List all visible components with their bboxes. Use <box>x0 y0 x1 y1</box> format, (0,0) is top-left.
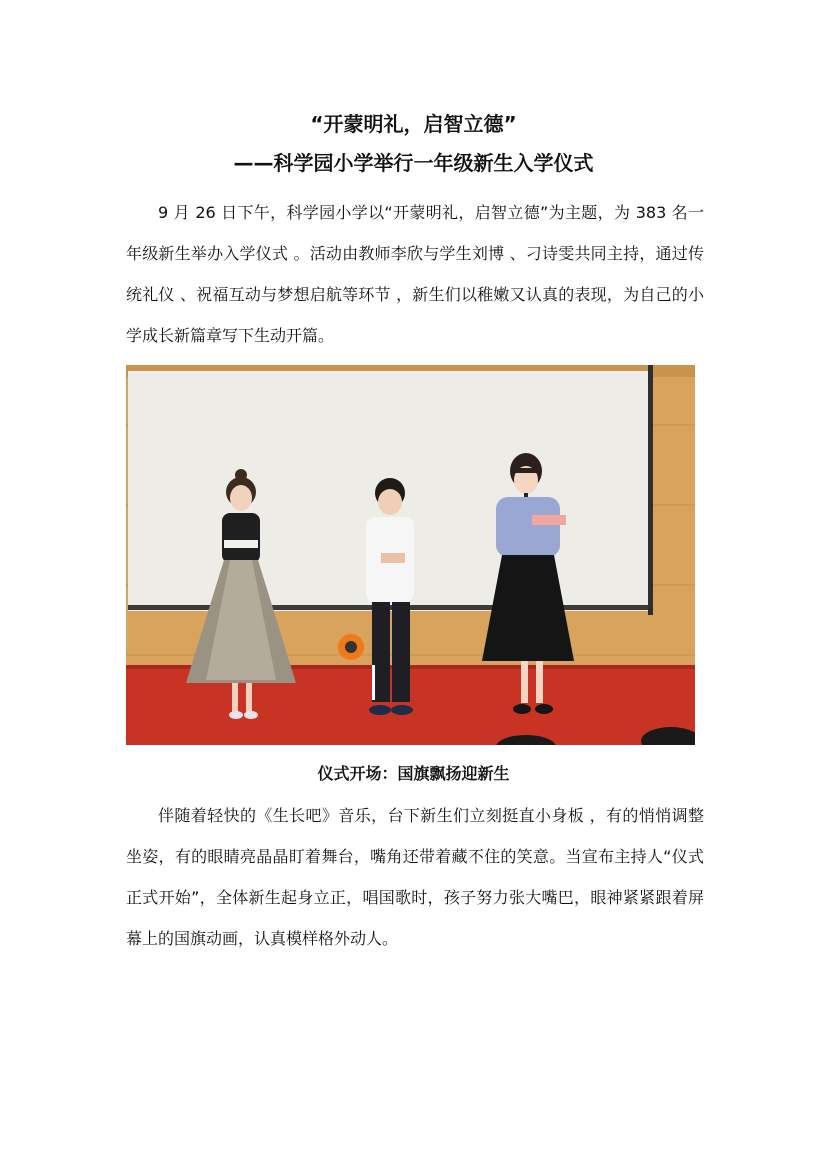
intro-paragraph: 9 月 26 日下午，科学园小学以“开蒙明礼，启智立德”为主题，为 383 名一年级新生举办入学仪式 。活动由教师李欣与学生刘博 、刁诗雯共同主持，通过传统礼仪 、祝福互动与梦想启航等环节 ，新生们以稚嫩又认真的表现，为自己的小学成长新篇章写下生动开篇。 <box>126 203 704 345</box>
document-subtitle: ——科学园小学举行一年级新生入学仪式 <box>233 151 594 175</box>
body-paragraph: 伴随着轻快的《生长吧》音乐，台下新生们立刻挺直小身板 ，有的悄悄调整坐姿，有的眼睛亮晶晶盯着舞台，嘴角还带着藏不住的笑意。当宣布主持人“仪式正式开始”，全体新生起身立正，唱国歌时，孩子努力张大嘴巴，眼神紧紧跟着屏幕上的国旗动画，认真模样格外动人。 <box>126 806 704 948</box>
document-title: “开蒙明礼，启智立德” <box>310 112 517 136</box>
ceremony-photo <box>126 365 695 745</box>
photo-caption: 仪式开场：国旗飘扬迎新生 <box>317 764 510 783</box>
